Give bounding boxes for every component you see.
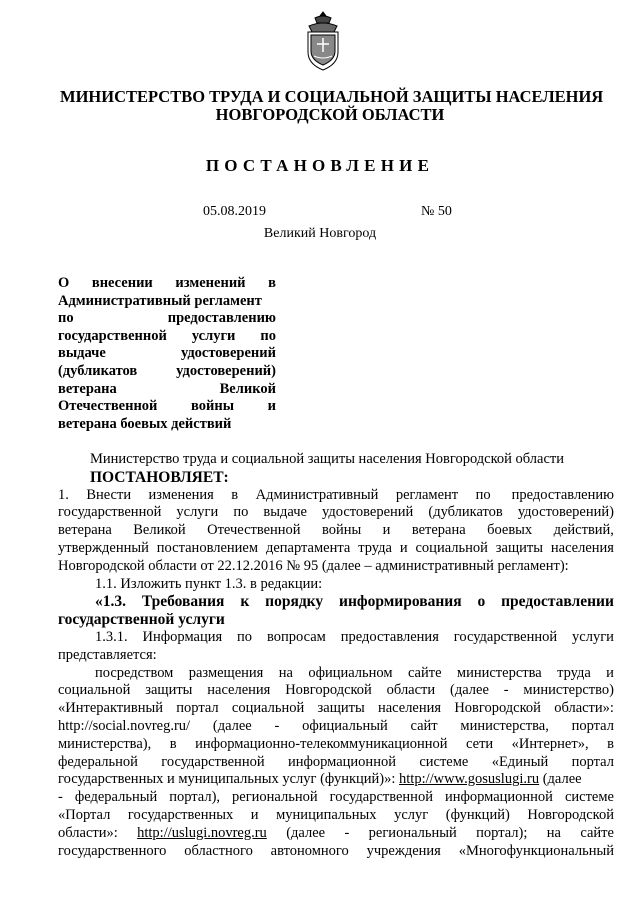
paragraph-line: - федеральный портал), региональной государственной информационной системе [58,789,614,806]
paragraph-line: области»: http://uslugi.novreg.ru (далее - региональный портал); на сайте [58,824,614,841]
title-line: О внесении изменений в [58,275,276,291]
paragraph-line: федеральной государственной информационной системе «Единый портал [58,753,614,770]
title-line: по предоставлению [58,310,276,327]
paragraph-1-3-1-line: представляется: [58,646,157,663]
document-city: Великий Новгород [263,226,377,241]
section-1-3-heading: государственной услуги [58,611,225,629]
title-line: государственной услуги по [58,327,276,344]
title-line: (дубликатов удостоверений) [58,362,276,379]
paragraph-line: http://social.novreg.ru/ (далее - официальный сайт министерства, портал [58,717,614,734]
paragraph-line: социальной защиты населения Новгородской области (далее - министерство) [58,682,614,699]
paragraph-1-3-1-line: 1.3.1. Информация по вопросам предоставления государственной услуги [95,628,614,645]
document-date: 05.08.2019 [203,204,266,219]
title-line: ветерана Великой [58,380,276,397]
paragraph-line: посредством размещения на официальном сайте министерства труда и [95,664,614,681]
paragraph-1-line: ветерана Великой Отечественной войны и ветерана боевых действий, [58,522,614,539]
ministry-line-1: МИНИСТЕРСТВО ТРУДА И СОЦИАЛЬНОЙ ЗАЩИТЫ НАСЕЛЕНИЯ [60,87,604,106]
document-body [58,451,614,860]
document-type: ПОСТАНОВЛЕНИЕ [205,156,435,175]
document-title [58,275,276,433]
regional-portal-link[interactable]: http://uslugi.novreg.ru [137,824,267,841]
resolves-heading: ПОСТАНОВЛЯЕТ: [90,468,229,486]
official-site-url[interactable]: http://social.novreg.ru/ [58,717,191,734]
title-line: выдаче удостоверений [58,345,276,362]
title-line: Административный регламент [58,292,262,309]
ministry-line-2: НОВГОРОДСКОЙ ОБЛАСТИ [215,105,445,124]
ministry-name [60,87,604,124]
paragraph-1-1: 1.1. Изложить пункт 1.3. в редакции: [95,575,323,592]
federal-portal-link[interactable]: http://www.gosuslugi.ru [399,771,540,788]
paragraph-line: «Портал государственных и муниципальных услуг (функций) Новгородской [58,806,614,823]
title-line: ветерана боевых действий [58,415,232,432]
paragraph-line: «Интерактивный портал социальной защиты населения Новгородской области»: [58,700,614,717]
title-line: Отечественной войны и [58,398,276,415]
paragraph-line: министерства), в информационно-телекоммуникационной сети «Интернет», в [58,735,614,752]
paragraph-1-line: Новгородской области от 22.12.2016 № 95 (далее – административный регламент): [58,557,569,574]
paragraph-line: государственного областного автономного учреждения «Многофункциональный [58,842,614,859]
coat-of-arms-icon [303,10,343,74]
preamble: Министерство труда и социальной защиты населения Новгородской области [90,451,565,467]
paragraph-line: государственных и муниципальных услуг (функций)»: http://www.gosuslugi.ru (далее [58,771,582,788]
section-1-3-heading: «1.3. Требования к порядку информирования о предоставлении [95,593,614,611]
paragraph-1-line: 1. Внести изменения в Административный регламент по предоставлению [58,486,614,503]
paragraph-1-line: утвержденный постановлением департамента труда и социальной защиты населения [58,539,614,556]
document-number: № 50 [421,204,452,219]
paragraph-1-line: государственной услуги по выдаче удостоверений (дубликатов удостоверений) [58,504,614,521]
